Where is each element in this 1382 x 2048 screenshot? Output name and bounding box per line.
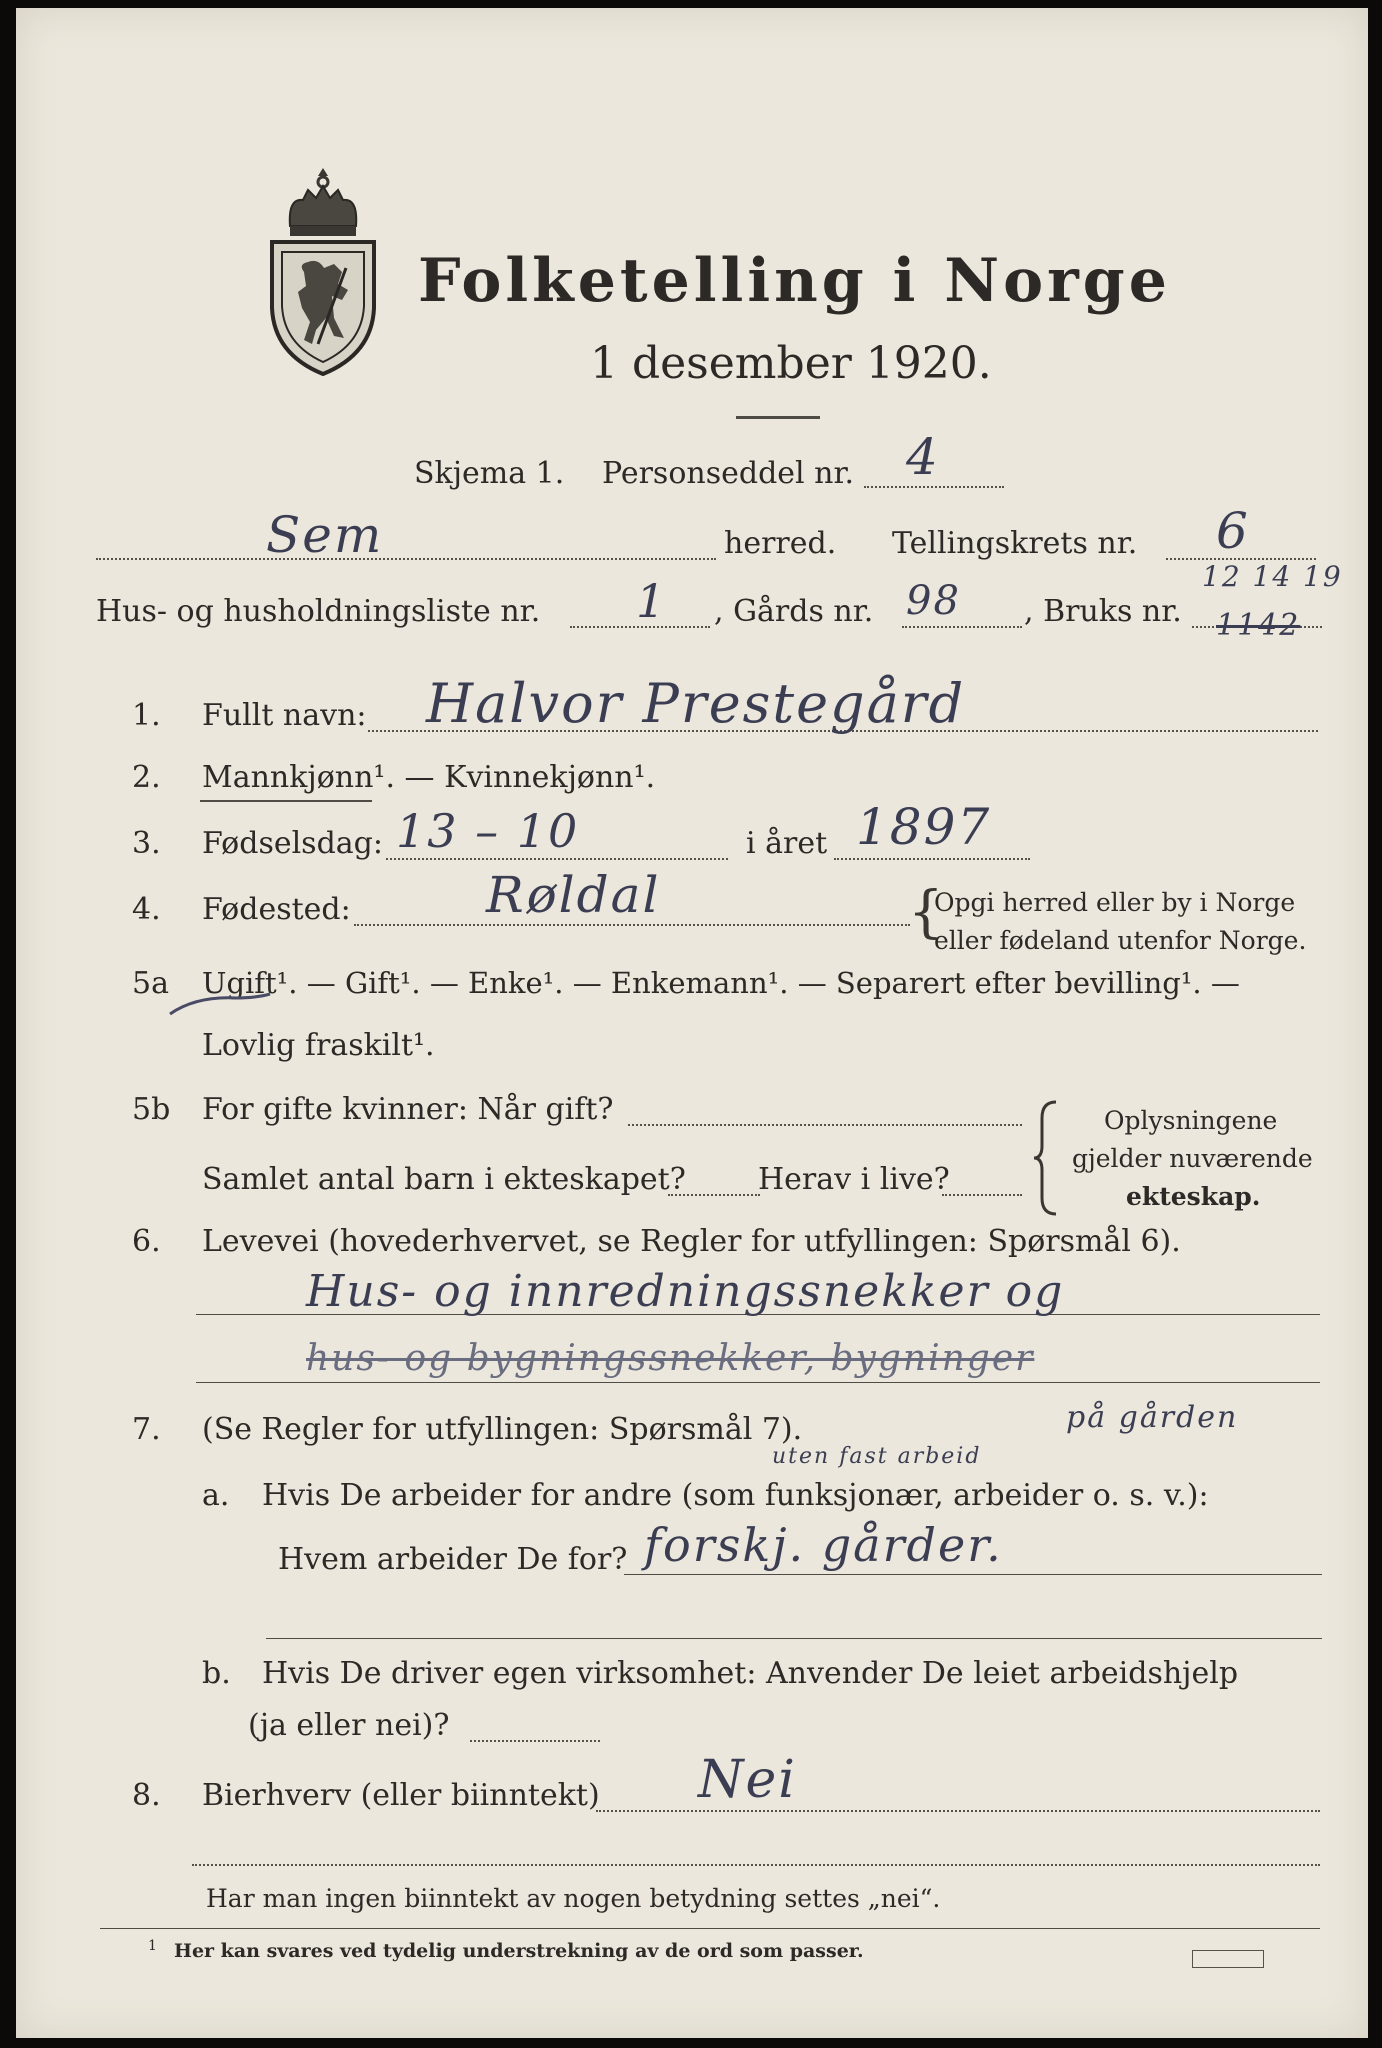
census-date: 1 desember 1920.: [590, 338, 992, 389]
skjema-label: Skjema 1.: [414, 456, 565, 491]
bruks-label: , Bruks nr.: [1024, 594, 1182, 629]
hus-value[interactable]: 1: [636, 574, 668, 628]
q7-label: (Se Regler for utfyllingen: Spørsmål 7).: [202, 1412, 803, 1447]
footnote-divider: [100, 1928, 1320, 1929]
gender-options[interactable]: Mannkjønn¹. — Kvinnekjønn¹.: [202, 760, 656, 795]
q8-number: 8.: [132, 1778, 161, 1813]
footnote-text: Her kan svares ved tydelig understrekning av de ord som passer.: [174, 1940, 864, 1962]
bruks-annotation: 12 14 19: [1202, 560, 1343, 593]
employer-value[interactable]: forskj. gårder.: [644, 1518, 1003, 1572]
herred-value[interactable]: Sem: [266, 506, 384, 564]
marriage-note-line-2: gjelder nuværende: [1072, 1144, 1313, 1173]
q7a-letter: a.: [202, 1478, 230, 1513]
birthplace-field-line: [354, 924, 910, 926]
children-total-label: Samlet antal barn i ekteskapet?: [202, 1162, 686, 1197]
form-title: Folketelling i Norge: [418, 246, 1171, 316]
children-alive-label: Herav i live?: [758, 1162, 950, 1197]
occupation-label: Levevei (hovederhvervet, se Regler for utfyllingen: Spørsmål 6).: [202, 1224, 1181, 1259]
employer-field-line: [624, 1574, 1322, 1575]
birthdate-field-line: [386, 858, 728, 860]
marriage-note-line-1: Oplysningene: [1104, 1106, 1278, 1135]
q5b-number: 5b: [132, 1092, 171, 1127]
birthplace-note-brace: {: [908, 880, 944, 945]
herred-label: herred.: [724, 526, 837, 561]
birthplace-note-line-2: eller fødeland utenfor Norge.: [934, 926, 1307, 955]
hired-help-field-line: [470, 1740, 600, 1742]
q5a-number: 5a: [132, 966, 169, 1001]
married-when-field-line: [628, 1124, 1022, 1126]
birthdate-label: Fødselsdag:: [202, 826, 383, 861]
herred-field-line: [96, 558, 716, 560]
side-income-note: Har man ingen biinntekt av nogen betydning settes „nei“.: [206, 1884, 941, 1913]
full-name-label: Fullt navn:: [202, 698, 367, 733]
gards-field-line: [902, 626, 1022, 628]
norway-coat-of-arms-icon: [268, 168, 378, 378]
hired-help-label: (ja eller nei)?: [248, 1708, 450, 1743]
gards-label: , Gårds nr.: [714, 594, 874, 629]
personseddel-value[interactable]: 4: [906, 428, 940, 486]
birthplace-value[interactable]: Røldal: [486, 866, 661, 924]
side-income-label: Bierhverv (eller biinntekt): [202, 1778, 600, 1813]
q6-number: 6.: [132, 1224, 161, 1259]
census-form-sheet: [16, 8, 1368, 2038]
personseddel-label: Personseddel nr.: [602, 456, 855, 491]
occupation-line-2: [196, 1382, 1320, 1383]
q7-number: 7.: [132, 1412, 161, 1447]
birth-year-value[interactable]: 1897: [856, 798, 992, 856]
side-income-value[interactable]: Nei: [698, 1750, 797, 1810]
employer-field-line-2: [266, 1638, 1322, 1639]
occupation-value-1[interactable]: Hus- og innredningssnekker og: [306, 1266, 1065, 1317]
children-total-field-line: [668, 1194, 760, 1196]
title-divider: [736, 416, 820, 419]
side-income-field-line-2: [192, 1864, 1320, 1866]
hus-label: Hus- og husholdningsliste nr.: [96, 594, 541, 629]
occupation-value-2[interactable]: hus- og bygningssnekker, bygninger: [306, 1338, 1035, 1379]
marital-status-options[interactable]: Ugift¹. — Gift¹. — Enke¹. — Enkemann¹. — Separert efter bevilling¹. —: [202, 966, 1240, 1000]
marriage-note-brace: [1032, 1098, 1062, 1218]
footnote-marker: 1: [148, 1938, 157, 1954]
q2-number: 2.: [132, 760, 161, 795]
birthplace-note-line-1: Opgi herred eller by i Norge: [934, 888, 1296, 917]
marriage-note-line-3: ekteskap.: [1126, 1182, 1261, 1211]
birthplace-label: Fødested:: [202, 892, 351, 927]
ugift-underline-mark: [166, 988, 276, 1018]
mannkjonn-underline: [200, 800, 372, 802]
side-income-field-line: [596, 1810, 1320, 1812]
tellingskrets-value[interactable]: 6: [1216, 502, 1250, 560]
married-when-label: For gifte kvinner: Når gift?: [202, 1092, 614, 1127]
q7-annotation: på gården: [1066, 1400, 1239, 1435]
personseddel-field-line: [864, 486, 1004, 488]
self-employed-label: Hvis De driver egen virksomhet: Anvender De leiet arbeidshjelp: [262, 1656, 1239, 1691]
birth-year-label: i året: [746, 826, 828, 861]
birth-year-field-line: [834, 858, 1030, 860]
gards-value[interactable]: 98: [906, 578, 961, 624]
q7a-annotation: uten fast arbeid: [772, 1444, 982, 1469]
bruks-annotation-2: 1142: [1216, 608, 1301, 643]
birthdate-value[interactable]: 13 – 10: [396, 804, 580, 858]
full-name-value[interactable]: Halvor Prestegård: [426, 672, 966, 735]
q1-number: 1.: [132, 698, 161, 733]
marital-status-options-2[interactable]: Lovlig fraskilt¹.: [202, 1028, 435, 1063]
q7b-letter: b.: [202, 1656, 231, 1691]
q3-number: 3.: [132, 826, 161, 861]
q4-number: 4.: [132, 892, 161, 927]
employed-by-others-label: Hvis De arbeider for andre (som funksjonær, arbeider o. s. v.):: [262, 1478, 1209, 1513]
children-alive-field-line: [942, 1194, 1022, 1196]
tellingskrets-label: Tellingskrets nr.: [892, 526, 1138, 561]
employer-label: Hvem arbeider De for?: [278, 1542, 628, 1577]
printer-stamp: [1192, 1950, 1264, 1968]
